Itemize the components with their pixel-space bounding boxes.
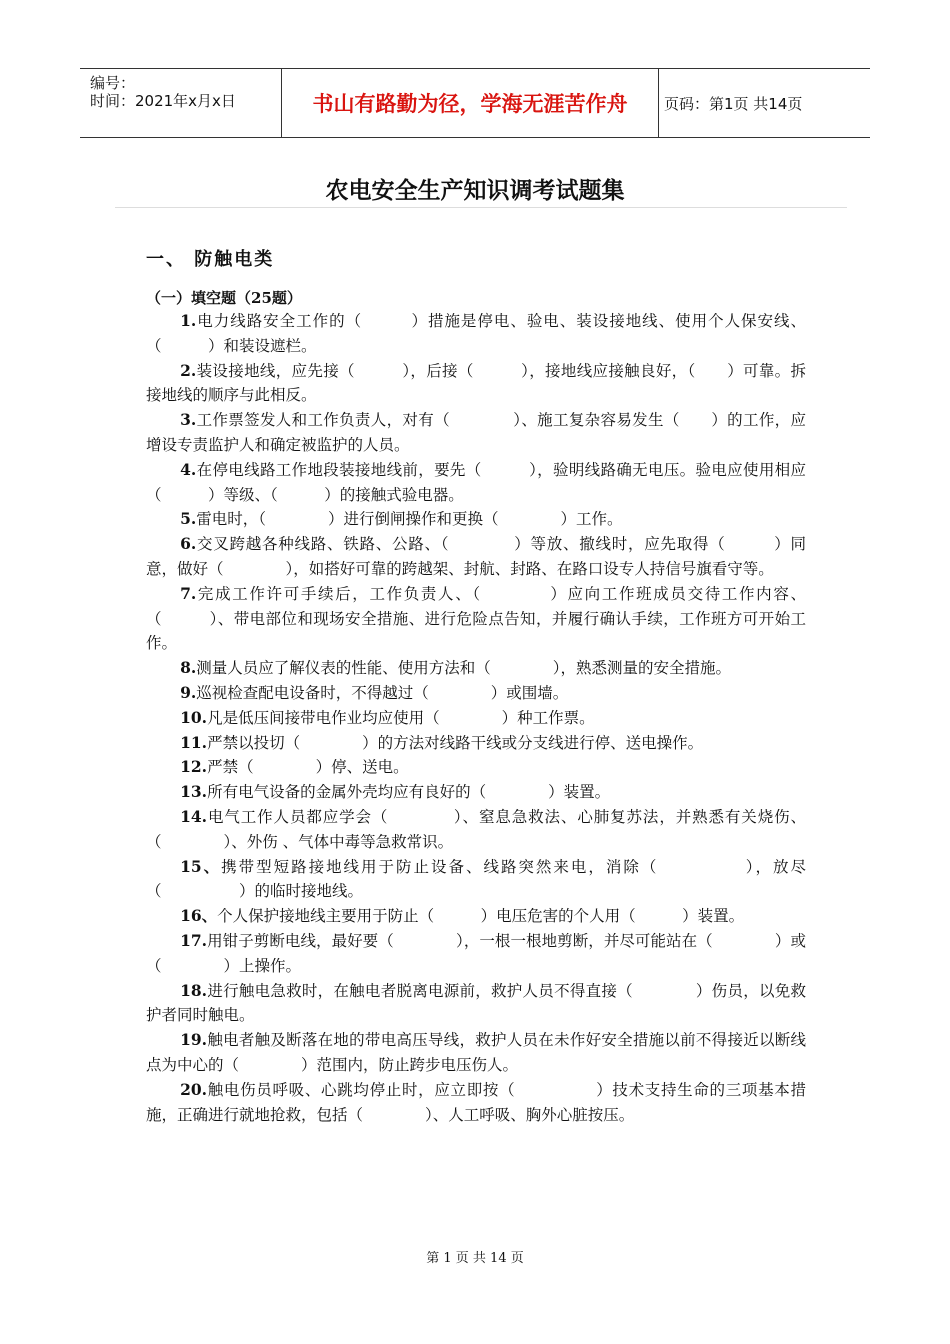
question-text: 装设接地线，应先接（ ），后接（ ），接地线应接触良好，（ ）可靠。拆接地线的顺序与此相反。: [146, 361, 806, 405]
question-number: 7.: [180, 583, 197, 603]
document-title: 农电安全生产知识调考试题集: [325, 178, 625, 204]
question-text: 凡是低压间接带电作业均应使用（ ）种工作票。: [207, 708, 595, 727]
question-number: 18.: [180, 980, 208, 1000]
title-divider: [115, 207, 847, 208]
date-label: 时间：2021年x月x日: [90, 92, 236, 110]
question-number: 1.: [180, 311, 197, 330]
question-number: 14.: [180, 806, 208, 826]
question-number: 4.: [180, 459, 197, 479]
question-item: [146, 929, 806, 979]
question-item: [146, 780, 806, 805]
header-page-info: 页码：第1页 共14页: [664, 95, 803, 113]
question-number: 8.: [180, 658, 197, 678]
question-list: [146, 309, 806, 1127]
question-text: 工作票签发人和工作负责人，对有（ ）、施工复杂容易发生（ ）的工作，应增设专责监护人和确定被监护的人员。: [146, 411, 806, 454]
question-number: 3.: [180, 410, 197, 430]
question-item: [146, 904, 806, 929]
page-header: [80, 68, 870, 138]
question-text: 携带型短路接地线用于防止设备、线路突然来电，消除（ ），放尽（ ）的临时接地线。: [146, 857, 806, 901]
question-text: 个人保护接地线主要用于防止（ ）电压危害的个人用（ ）装置。: [217, 907, 745, 926]
question-text: 电力线路安全工作的（ ）措施是停电、验电、装设接地线、使用个人保安线、（ ）和装设遮栏。: [146, 312, 806, 355]
question-number: 20.: [180, 1079, 208, 1099]
question-text: 严禁以投切（ ）的方法对线路干线或分支线进行停、送电操作。: [207, 733, 704, 752]
question-item: [146, 1078, 806, 1128]
question-item: [146, 979, 806, 1029]
header-meta: [80, 69, 280, 137]
question-number: 12.: [180, 757, 208, 777]
subsection-title: （一）填空题（25题）: [146, 289, 302, 307]
question-number: 15、: [180, 856, 222, 876]
question-text: 电气工作人员都应学会（ ）、窒息急救法、心肺复苏法，并熟悉有关烧伤、（ ）、外伤 、气体中毒等急救常识。: [146, 807, 806, 851]
section-title: 一、 防触电类: [146, 249, 275, 270]
page-footer: 第 1 页 共 14 页: [426, 1251, 524, 1266]
question-text: 触电者触及断落在地的带电高压导线，救护人员在未作好安全措施以前不得接近以断线点为中心的（ ）范围内，防止跨步电压伤人。: [146, 1031, 806, 1074]
question-text: 进行触电急救时，在触电者脱离电源前，救护人员不得直接（ ）伤员，以免救护者同时触电。: [146, 981, 806, 1025]
question-number: 17.: [180, 930, 208, 950]
number-label: 编号：: [90, 74, 136, 92]
question-number: 11.: [180, 732, 208, 752]
question-item: [146, 855, 806, 905]
question-item: [146, 731, 806, 756]
question-text: 严禁（ ）停、送电。: [207, 758, 409, 777]
question-number: 13.: [180, 782, 208, 802]
question-text: 用钳子剪断电线，最好要（ ），一根一根地剪断，并尽可能站在（ ）或（ ）上操作。: [146, 931, 806, 975]
question-number: 6.: [180, 534, 197, 554]
question-text: 完成工作许可手续后，工作负责人、（ ）应向工作班成员交待工作内容、（ ）、带电部位和现场安全措施、进行危险点告知，并履行确认手续，工作班方可开始工作。: [146, 584, 806, 653]
header-motto: 书山有路勤为径，学海无涯苦作舟: [281, 69, 659, 137]
question-text: 触电伤员呼吸、心跳均停止时，应立即按（ ）技术支持生命的三项基本措施，正确进行就地抢救，包括（ ）、人工呼吸、胸外心脏按压。: [146, 1080, 806, 1124]
question-text: 交叉跨越各种线路、铁路、公路、（ ）等放、撤线时，应先取得（ ）同意，做好（ ），如搭好可靠的跨越架、封航、封路、在路口设专人持信号旗看守等。: [146, 535, 806, 578]
question-item: [146, 309, 806, 359]
question-number: 10.: [180, 707, 208, 727]
question-item: [146, 408, 806, 458]
question-number: 5.: [180, 509, 197, 529]
question-item: [146, 805, 806, 855]
question-item: [146, 706, 806, 731]
question-item: [146, 1028, 806, 1078]
question-item: [146, 359, 806, 409]
question-item: [146, 532, 806, 582]
question-text: 所有电气设备的金属外壳均应有良好的（ ）装置。: [207, 783, 611, 802]
question-item: [146, 755, 806, 780]
question-number: 19.: [180, 1030, 208, 1050]
question-text: 巡视检查配电设备时，不得越过（ ）或围墙。: [196, 683, 569, 702]
question-number: 16、: [180, 906, 218, 926]
question-text: 测量人员应了解仪表的性能、使用方法和（ ），熟悉测量的安全措施。: [196, 659, 732, 678]
question-number: 9.: [180, 682, 197, 702]
question-item: [146, 507, 806, 532]
question-item: [146, 656, 806, 681]
question-item: [146, 681, 806, 706]
question-item: [146, 458, 806, 508]
question-number: 2.: [180, 360, 197, 380]
question-text: 在停电线路工作地段装接地线前，要先（ ），验明线路确无电压。验电应使用相应（ ）等级、（ ）的接触式验电器。: [146, 460, 806, 504]
question-item: [146, 582, 806, 656]
question-text: 雷电时，（ ）进行倒闸操作和更换（ ）工作。: [196, 510, 623, 529]
